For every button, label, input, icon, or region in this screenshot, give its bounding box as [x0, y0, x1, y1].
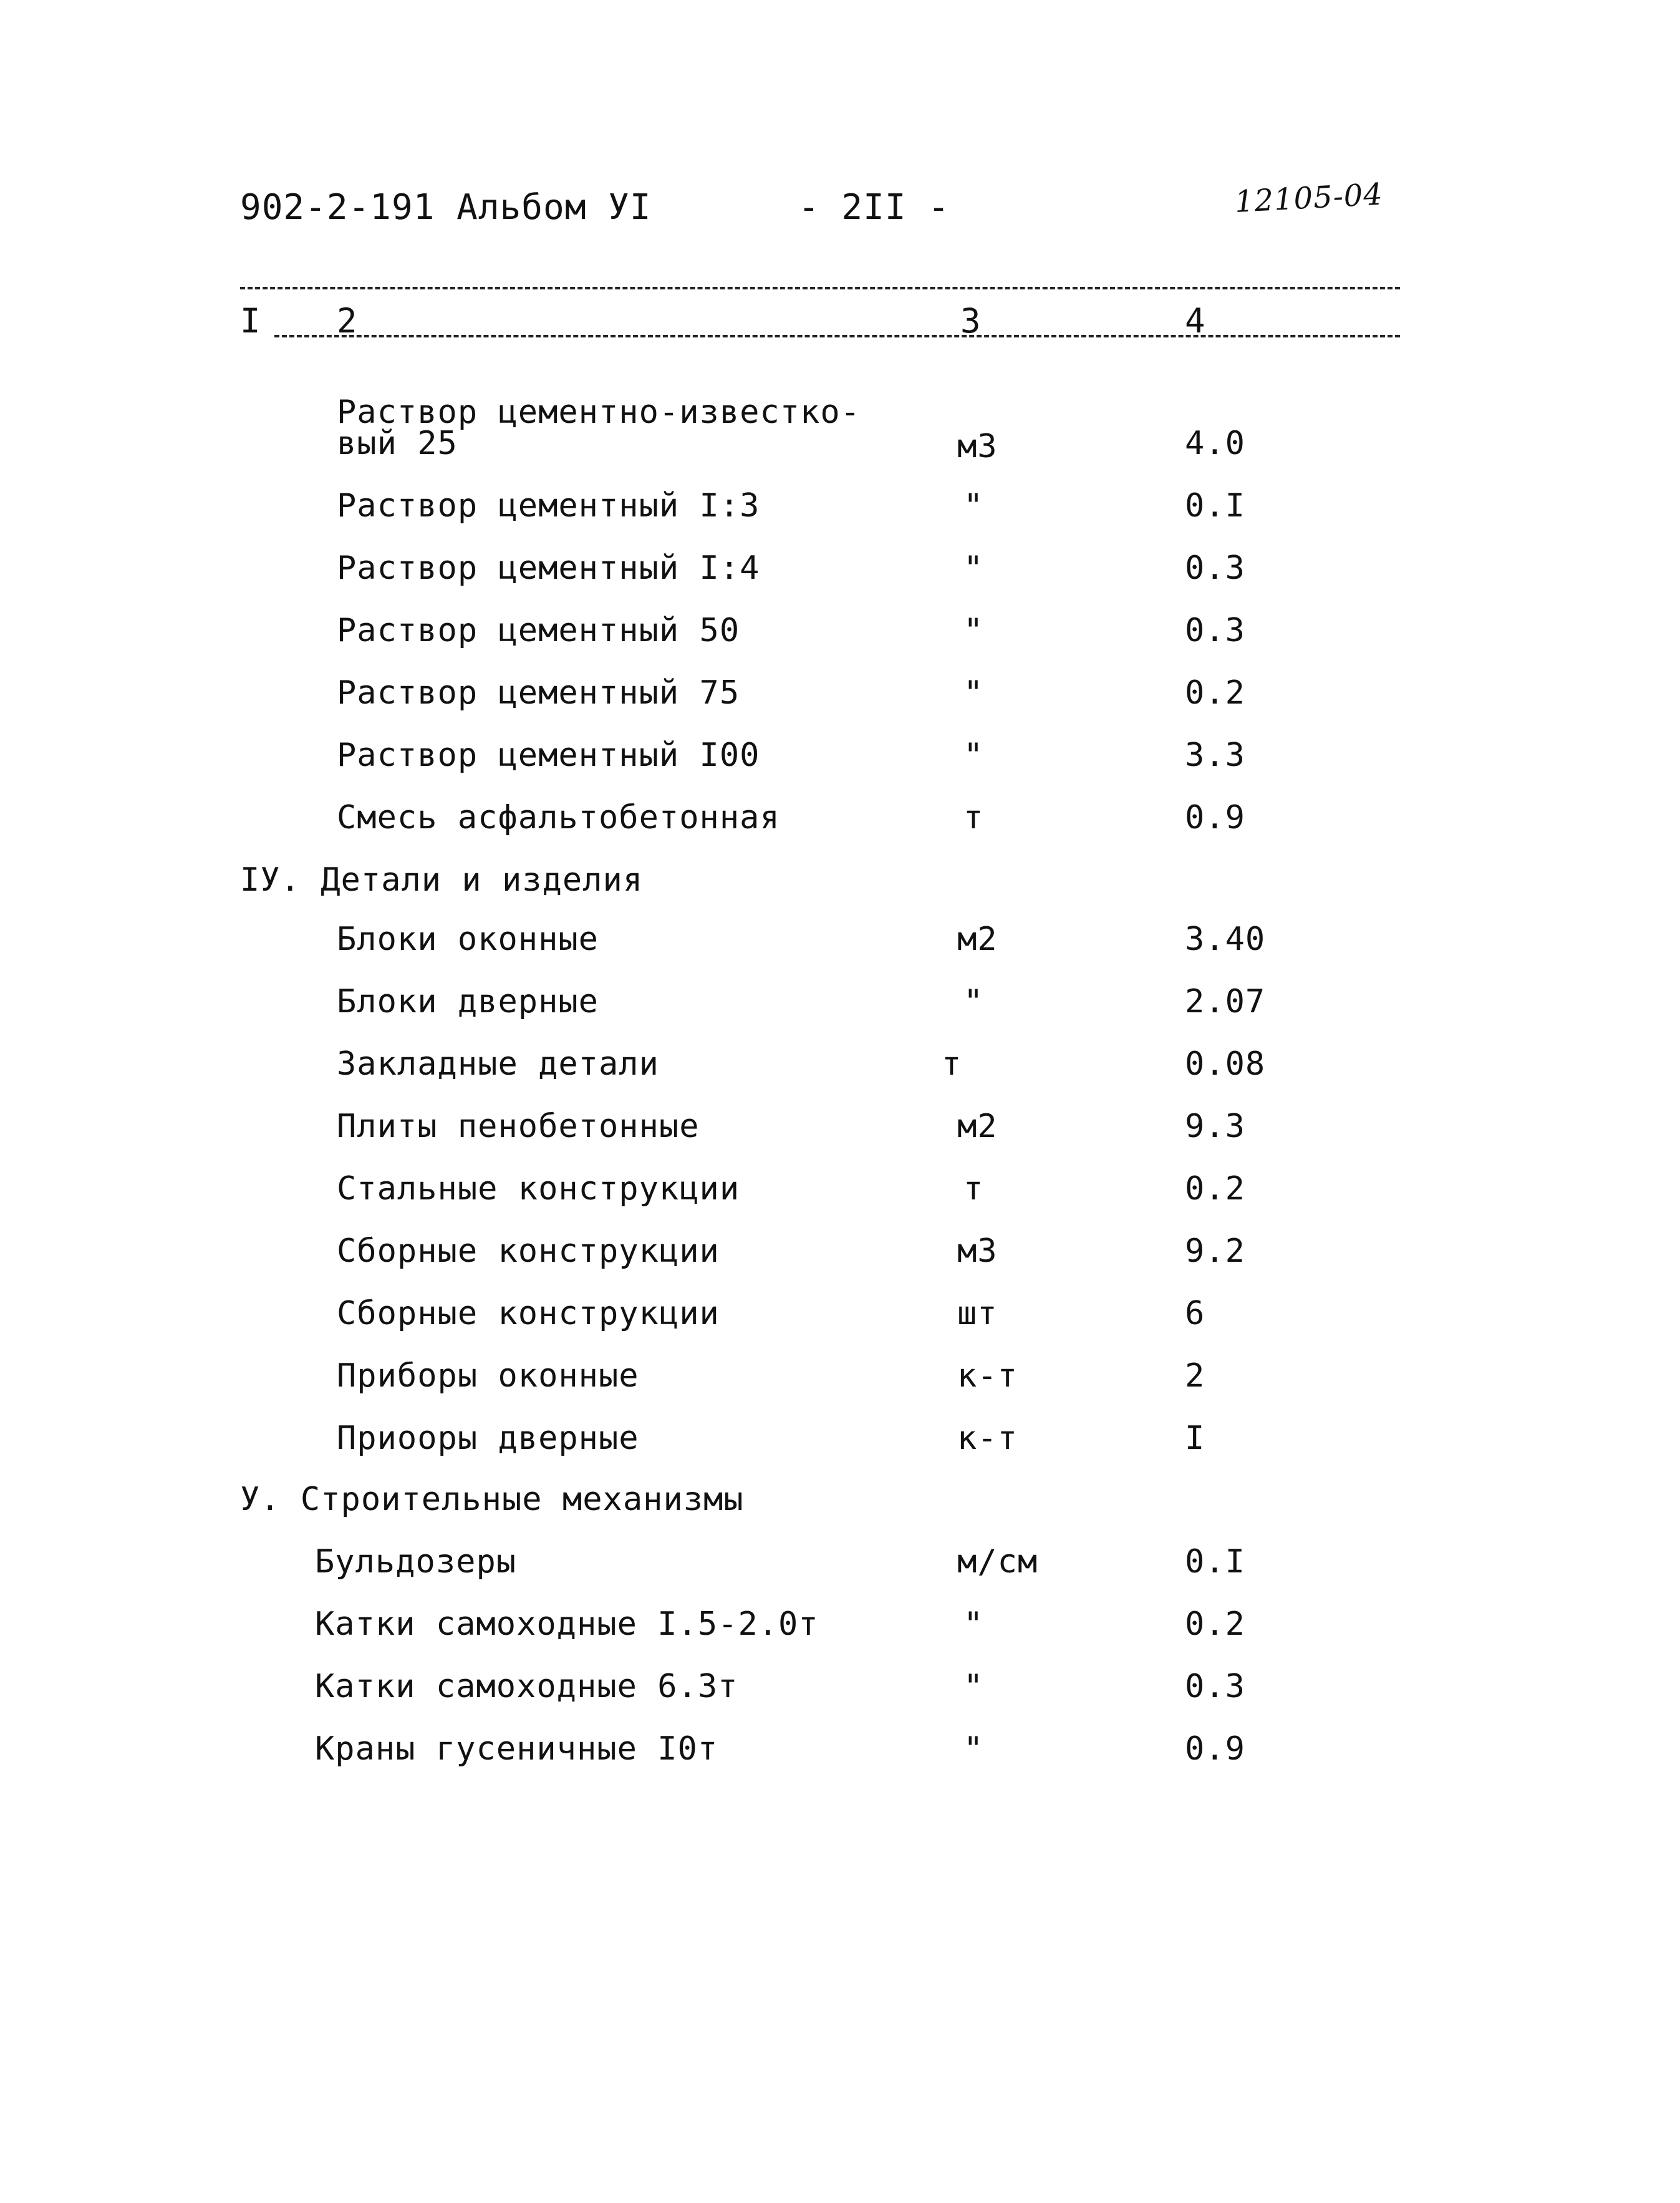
section-title-machinery: У. Строительные механизмы	[240, 1481, 744, 1518]
row-unit: "	[963, 1730, 984, 1768]
row-name: Закладные детали	[337, 1045, 659, 1083]
row-value: 0.3	[1185, 612, 1245, 649]
row-value: 0.2	[1185, 1605, 1245, 1643]
row-name: Раствор цементный I:3	[337, 487, 760, 525]
row-value: 0.08	[1185, 1045, 1266, 1083]
row-value: 0.I	[1185, 487, 1245, 525]
row-value: 2	[1185, 1357, 1205, 1395]
row-name: Блоки оконные	[337, 921, 599, 958]
header-bottom-rule	[274, 335, 1400, 337]
row-value: 2.07	[1185, 983, 1266, 1020]
row-unit: "	[963, 737, 984, 774]
row-value: 0.3	[1185, 1668, 1245, 1705]
row-unit: т	[942, 1045, 962, 1083]
row-name: Бульдозеры	[315, 1543, 517, 1581]
row-name: Катки самоходные 6.3т	[315, 1668, 738, 1705]
column-1-number: I	[240, 301, 261, 341]
column-2-number: 2	[337, 301, 358, 341]
page-number: - 2II -	[798, 187, 950, 228]
row-unit: м/см	[957, 1543, 1038, 1581]
row-value: 0.9	[1185, 1730, 1245, 1768]
handwritten-code: 12105-04	[1233, 177, 1384, 220]
row-unit: м2	[957, 1108, 998, 1145]
row-name: Приборы оконные	[337, 1357, 639, 1395]
row-name: Краны гусеничные I0т	[315, 1730, 718, 1768]
row-value: 0.I	[1185, 1543, 1245, 1581]
row-unit: "	[963, 674, 984, 712]
row-value: 6	[1185, 1295, 1205, 1332]
row-unit: "	[963, 1605, 984, 1643]
row-unit: м2	[957, 921, 998, 958]
section-title-parts: IУ. Детали и изделия	[240, 861, 644, 899]
row-name: Раствор цементный I:4	[337, 550, 760, 587]
row-name-line1: Раствор цементно-известко-	[337, 394, 861, 431]
row-name: Сборные конструкции	[337, 1295, 720, 1332]
row-name: Блоки дверные	[337, 983, 599, 1020]
row-value: 3.3	[1185, 737, 1245, 774]
row-value: 9.2	[1185, 1232, 1245, 1270]
row-name-line2: вый 25	[337, 425, 458, 462]
column-4-number: 4	[1185, 301, 1206, 341]
row-value: I	[1185, 1420, 1205, 1457]
row-value: 0.3	[1185, 550, 1245, 587]
row-name: Смесь асфальтобетонная	[337, 799, 780, 836]
row-value: 3.40	[1185, 921, 1266, 958]
row-unit: "	[963, 550, 984, 587]
row-unit: т	[963, 799, 984, 836]
row-value: 0.9	[1185, 799, 1245, 836]
row-unit: т	[963, 1170, 984, 1208]
row-value: 0.2	[1185, 674, 1245, 712]
row-unit: "	[963, 983, 984, 1020]
row-name: Раствор цементный 50	[337, 612, 740, 649]
row-name: Стальные конструкции	[337, 1170, 740, 1208]
row-unit: м3	[957, 1232, 998, 1270]
row-name: Плиты пенобетонные	[337, 1108, 700, 1145]
row-unit: м3	[957, 428, 998, 465]
header-top-rule	[240, 287, 1400, 289]
row-unit: "	[963, 487, 984, 525]
row-unit: "	[963, 612, 984, 649]
row-value: 9.3	[1185, 1108, 1245, 1145]
row-unit: к-т	[957, 1420, 1018, 1457]
row-name: Раствор цементный 75	[337, 674, 740, 712]
row-value: 0.2	[1185, 1170, 1245, 1208]
row-name: Сборные конструкции	[337, 1232, 720, 1270]
row-value: 4.0	[1185, 425, 1245, 462]
document-reference: 902-2-191 Альбом УI	[240, 187, 652, 228]
row-unit: шт	[957, 1295, 998, 1332]
column-3-number: 3	[960, 301, 982, 341]
row-unit: к-т	[957, 1357, 1018, 1395]
row-name: Приооры дверные	[337, 1420, 639, 1457]
row-name: Раствор цементный I00	[337, 737, 760, 774]
row-unit: "	[963, 1668, 984, 1705]
row-name: Катки самоходные I.5-2.0т	[315, 1605, 819, 1643]
